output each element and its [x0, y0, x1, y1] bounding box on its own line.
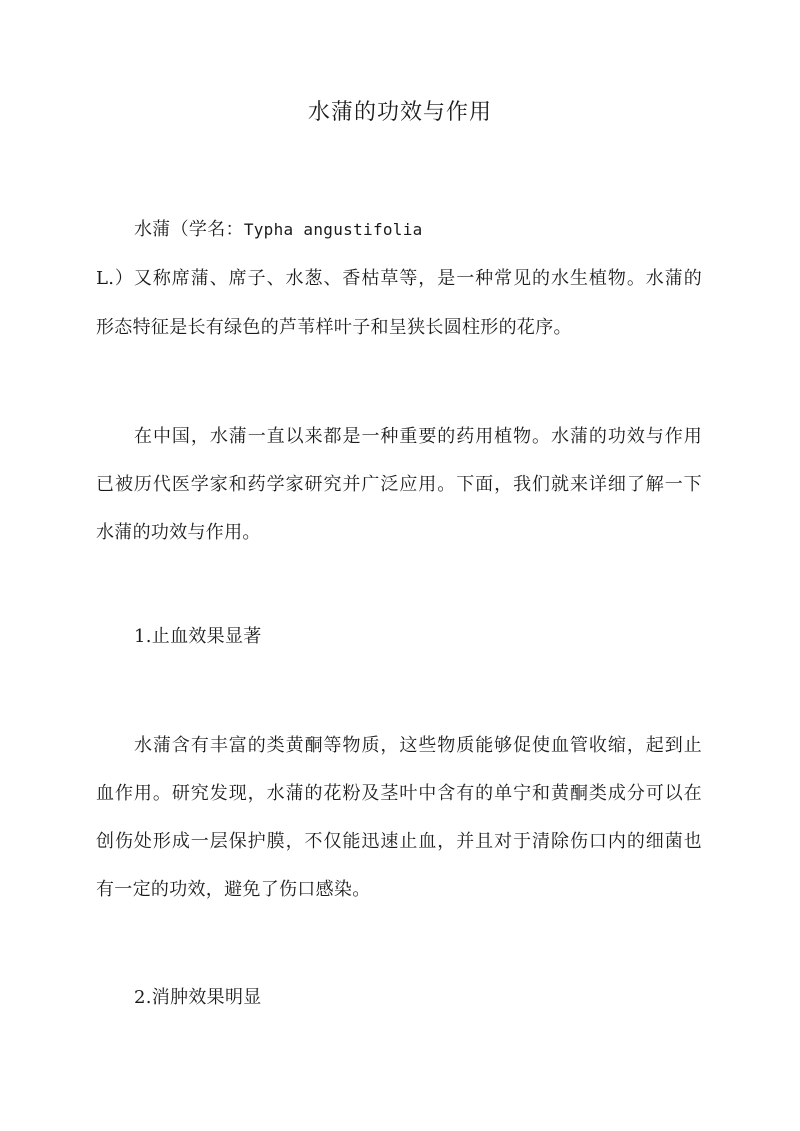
section1-line-4: 有一定的功效，避免了伤口感染。 [96, 879, 371, 900]
intro-line-3: 形态特征是长有绿色的芦苇样叶子和呈狭长圆柱形的花序。 [96, 317, 572, 338]
section1-line-2: 血作用。研究发现，水蒲的花粉及茎叶中含有的单宁和黄酮类成分可以在 [96, 783, 702, 804]
intro-line-2: L.）又称席蒲、席子、水葱、香枯草等，是一种常见的水生植物。水蒲的 [96, 268, 702, 289]
para2-line-1: 在中国，水蒲一直以来都是一种重要的药用植物。水蒲的功效与作用 [134, 426, 702, 447]
section1-heading: 1.止血效果显著 [134, 626, 262, 647]
section1-line-3: 创伤处形成一层保护膜，不仅能迅速止血，并且对于清除伤口内的细菌也 [96, 831, 702, 852]
section1-line-1: 水蒲含有丰富的类黄酮等物质，这些物质能够促使血管收缩，起到止 [134, 735, 702, 756]
page-title: 水蒲的功效与作用 [307, 100, 492, 125]
para2-line-2: 已被历代医学家和药学家研究并广泛应用。下面，我们就来详细了解一下 [96, 474, 702, 495]
para2-line-3: 水蒲的功效与作用。 [96, 522, 261, 543]
intro-line-1 [134, 215, 702, 245]
latin-name: Typha angustifolia [243, 220, 423, 239]
section2-heading: 2.消肿效果明显 [134, 987, 262, 1008]
intro-prefix: 水蒲（学名： [134, 219, 244, 240]
